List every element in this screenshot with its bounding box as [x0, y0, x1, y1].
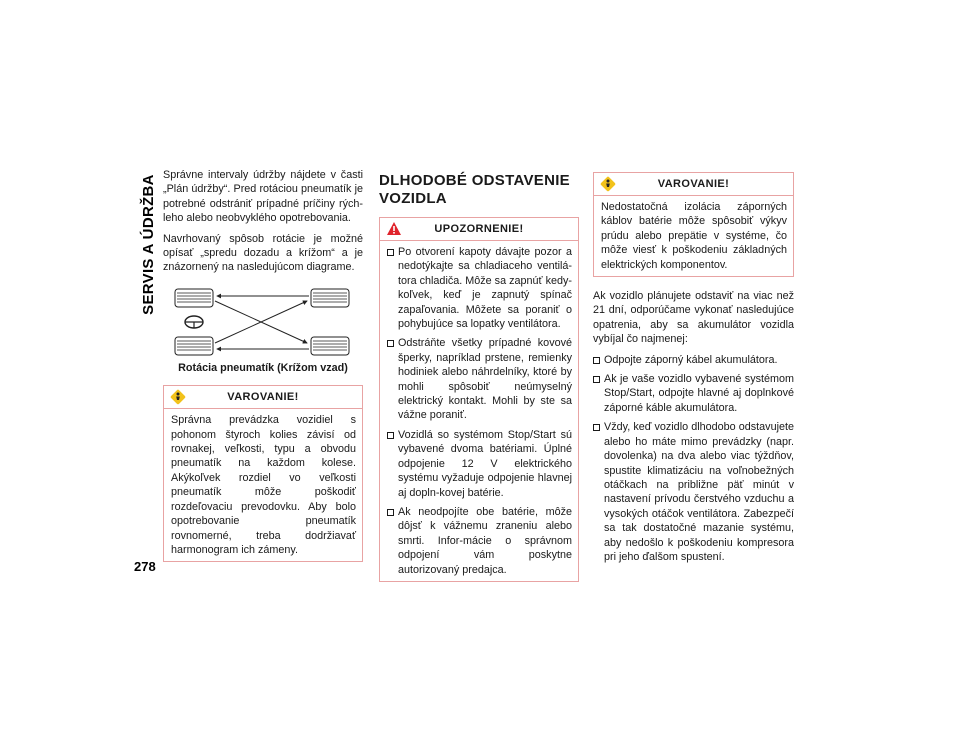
- tire-rear-left: [175, 337, 213, 355]
- storage-paragraph: Ak vozidlo plánujete odstaviť na viac než 21 dní, odporúčame vykonať nasledujúce opatrenia, aby sa akumulátor vozidla vybíjal čo najmenej:: [593, 290, 794, 346]
- rotation-paragraph: Navrhovaný spôsob rotácie je možné opísať „spredu dozadu a krížom“ a je znázornený na nasledujúcom diagrame.: [163, 232, 363, 274]
- column-right: [593, 168, 794, 564]
- caution-box: [379, 217, 579, 582]
- tire-rotation-diagram: [163, 287, 363, 361]
- warning-text: Nedostatočná izolácia záporných káblov batérie môže spôsobiť výkyv prúdu alebo prepätie v systéme, čo môže viesť k poškodeniu základných elektrických komponentov.: [601, 201, 787, 271]
- section-heading: DLHODOBÉ ODSTAVENIE VOZIDLA: [379, 172, 570, 207]
- caution-list: [387, 245, 572, 577]
- section-side-tab: [135, 168, 161, 320]
- warning-text: Správna prevádzka vozidiel s pohonom štyroch kolies závisí od rovnakej, veľkosti, typu a obvodu pneumatík na každom kolese. Akýkoľvek rozdiel vo veľkosti pneumatík môže poškodiť rozdeľovaciu prevodovku. Aby bolo opotrebovanie pneumatík rovnomerné, treba dodržiavať harmonogram ich zámeny.: [171, 414, 356, 556]
- section-side-tab-label: SERVIS A ÚDRŽBA: [139, 173, 157, 315]
- storage-steps-list: [593, 353, 794, 565]
- page-number: 278: [134, 559, 156, 574]
- tire-front-right: [311, 289, 349, 307]
- list-item: Po otvorení kapoty dávajte pozor a nedotýkajte sa chladiaceho ventilá-tora chladiča. Môže sa zapnúť kedy-koľvek, keď je zapnutý spínač zapaľovania. Môžete sa poraniť o pohybujúce sa lopatky ventilátora.: [387, 245, 572, 331]
- list-item: Odstráňte všetky prípadné kovové šperky, napríklad prstene, remienky hodiniek alebo náhrdelníky, ktoré by mohli spôsobiť neúmyselný elektrický kontakt. Mohli by ste sa vážne poraniť.: [387, 336, 572, 422]
- warning-box-header: [164, 386, 362, 409]
- tire-front-left: [175, 289, 213, 307]
- list-item: Ak neodpojíte obe batérie, môže dôjsť k vážnemu zraneniu alebo smrti. Infor-mácie o správnom odpojení vám poskytne autorizovaný predajca.: [387, 505, 572, 577]
- list-item: Vždy, keď vozidlo dlhodobo odstavujete alebo ho máte mimo prevádzky (napr. dovolenka) na dva alebo viac týždňov, spustite klimatizáciu na voľnobežných otáčkach na približne päť minút v nastavení prívodu čerstvého vzduchu a vysokých otáčok ventilátora. Zabezpečí sa tak dostatočné mazanie systému, aby nedošlo k poškodeniu kompresora pri jeho ďalšom spustení.: [593, 420, 794, 564]
- caution-title: UPOZORNENIE!: [434, 222, 524, 235]
- warning-box-4wd: [163, 385, 363, 562]
- caution-box-header: [380, 218, 578, 241]
- warning-box-battery: [593, 172, 794, 277]
- warning-title: VAROVANIE!: [657, 177, 730, 190]
- list-item: Vozidlá so systémom Stop/Start sú vybavené dvoma batériami. Úplné odpojenie 12 V elektrického systému vyžaduje odpojenie hlavnej aj dopln-kovej batérie.: [387, 428, 572, 500]
- person-hazard-icon: [170, 389, 186, 405]
- intro-paragraph: Správne intervaly údržby nájdete v časti „Plán údržby“. Pred rotáciou pneumatík je potrebné odstrániť prípadné príčiny rých-leho alebo neobvyklého opotrebovania.: [163, 169, 363, 225]
- warning-box-header: [594, 173, 793, 196]
- list-item: Ak je vaše vozidlo vybavené systémom Stop/Start, odpojte hlavné aj doplnkové záporné káble akumulátora.: [593, 372, 794, 415]
- person-hazard-icon: [600, 176, 616, 192]
- list-item: Odpojte záporný kábel akumulátora.: [593, 353, 794, 367]
- steering-wheel-icon: [185, 316, 203, 328]
- triangle-exclamation-icon: [386, 221, 402, 236]
- warning-title: VAROVANIE!: [227, 391, 299, 404]
- diagram-caption: Rotácia pneumatík (Krížom vzad): [178, 361, 348, 374]
- column-left: [163, 168, 363, 562]
- column-middle: [379, 168, 579, 582]
- tire-rear-right: [311, 337, 349, 355]
